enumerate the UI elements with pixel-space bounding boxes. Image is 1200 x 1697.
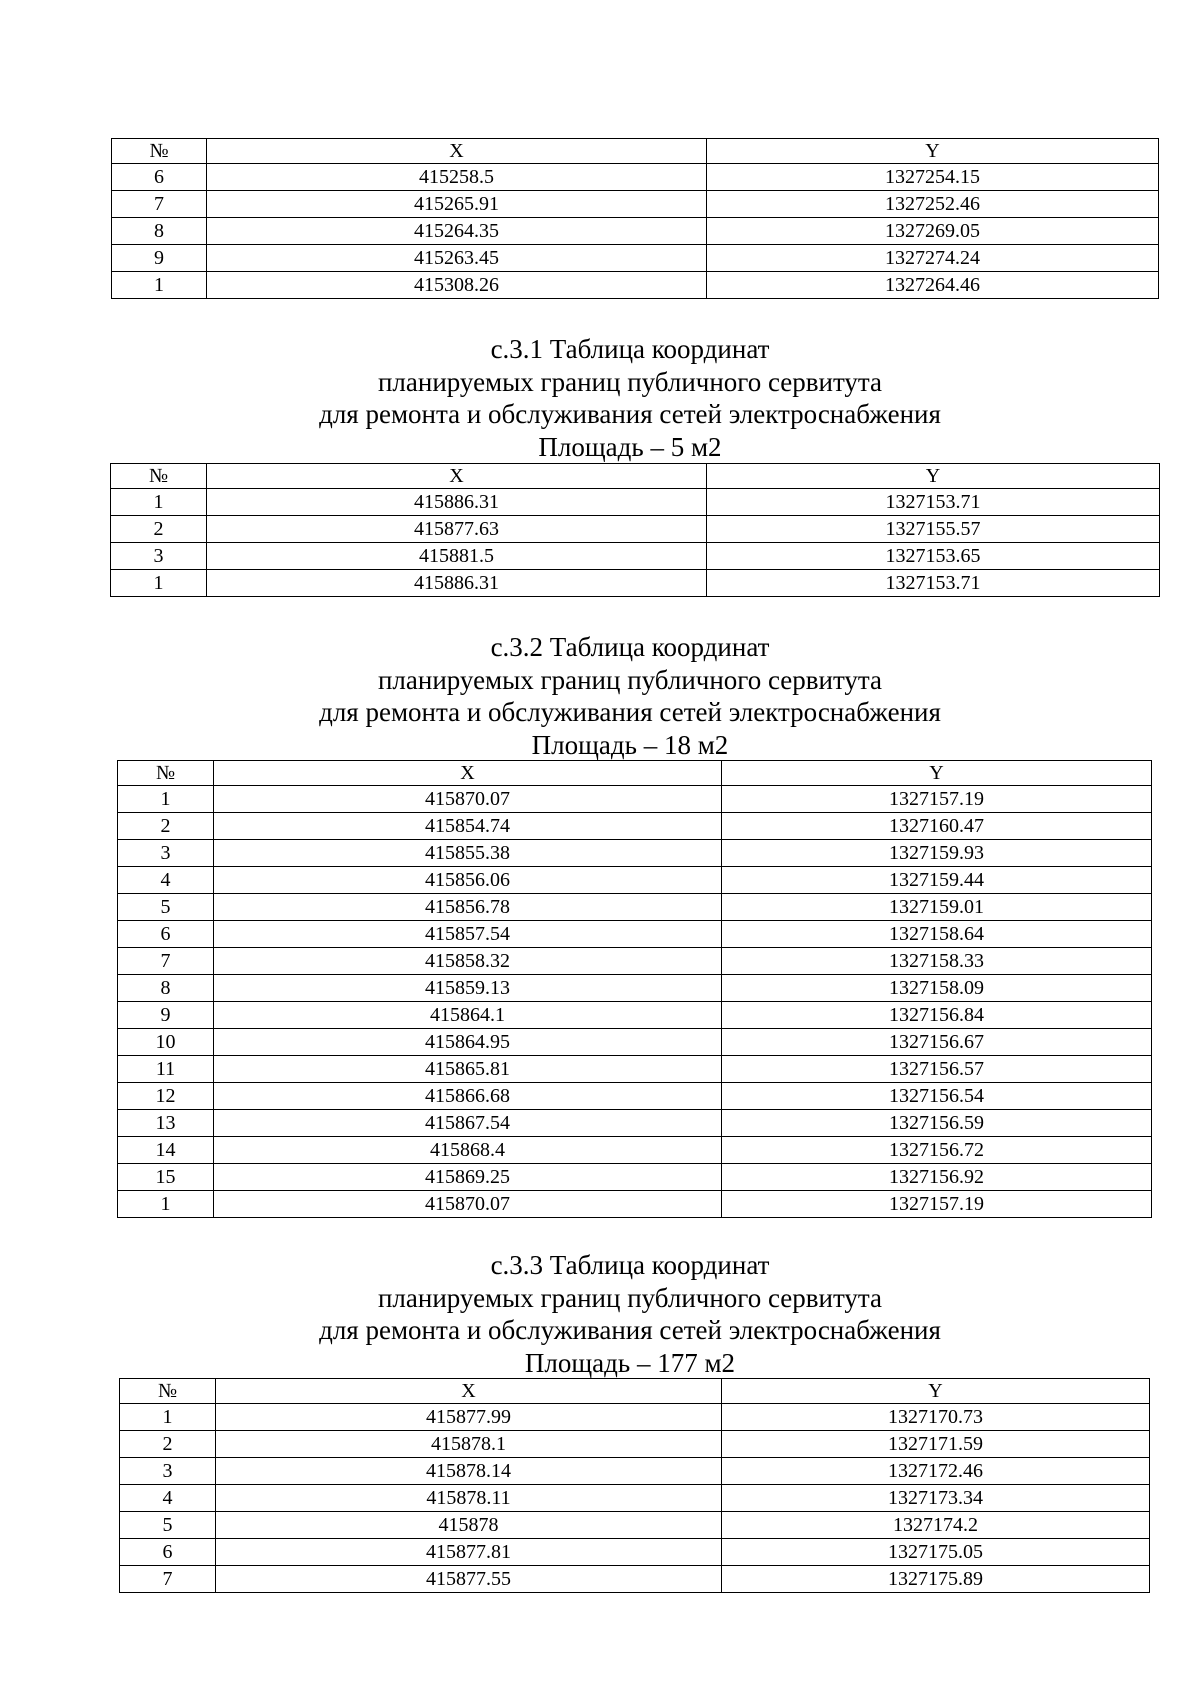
cell-point-number: 6	[118, 921, 214, 948]
cell-point-number: 12	[118, 1083, 214, 1110]
cell-y-coordinate: 1327173.34	[722, 1485, 1150, 1512]
cell-y-coordinate: 1327153.65	[707, 543, 1160, 570]
table-row	[111, 543, 1160, 570]
cell-y-coordinate: 1327252.46	[707, 191, 1159, 218]
column-header-number: №	[111, 464, 207, 489]
table-row	[120, 1404, 1150, 1431]
cell-x-coordinate: 415870.07	[214, 786, 722, 813]
cell-y-coordinate: 1327269.05	[707, 218, 1159, 245]
section-subtitle-line: планируемых границ публичного сервитута	[377, 366, 883, 397]
table-row	[111, 570, 1160, 597]
cell-y-coordinate: 1327156.84	[722, 1002, 1152, 1029]
cell-x-coordinate: 415864.1	[214, 1002, 722, 1029]
cell-point-number: 15	[118, 1164, 214, 1191]
column-header-x: X	[216, 1379, 722, 1404]
cell-x-coordinate: 415857.54	[214, 921, 722, 948]
section-heading-3-3	[0, 1249, 1200, 1379]
table-row	[118, 1110, 1152, 1137]
cell-y-coordinate: 1327156.57	[722, 1056, 1152, 1083]
column-header-x: X	[207, 464, 707, 489]
table-row	[112, 191, 1159, 218]
cell-point-number: 7	[120, 1566, 216, 1593]
table-row	[120, 1539, 1150, 1566]
cell-point-number: 7	[118, 948, 214, 975]
cell-point-number: 11	[118, 1056, 214, 1083]
section-area: Площадь – 177 м2	[524, 1347, 736, 1378]
cell-x-coordinate: 415866.68	[214, 1083, 722, 1110]
cell-x-coordinate: 415881.5	[207, 543, 707, 570]
cell-x-coordinate: 415859.13	[214, 975, 722, 1002]
cell-y-coordinate: 1327157.19	[722, 786, 1152, 813]
cell-x-coordinate: 415878.1	[216, 1431, 722, 1458]
table-row	[118, 1056, 1152, 1083]
column-header-y: Y	[707, 139, 1159, 164]
coordinates-table-3-1	[110, 463, 1160, 597]
cell-y-coordinate: 1327157.19	[722, 1191, 1152, 1218]
section-subtitle-line: планируемых границ публичного сервитута	[377, 664, 883, 695]
coordinates-table-3-3	[119, 1378, 1150, 1593]
cell-point-number: 8	[112, 218, 207, 245]
section-subtitle-line: для ремонта и обслуживания сетей электроснабжения	[319, 399, 941, 429]
table-header-row	[111, 464, 1160, 489]
cell-x-coordinate: 415877.99	[216, 1404, 722, 1431]
cell-y-coordinate: 1327264.46	[707, 272, 1159, 299]
cell-x-coordinate: 415855.38	[214, 840, 722, 867]
table-row	[118, 921, 1152, 948]
cell-x-coordinate: 415878.11	[216, 1485, 722, 1512]
table-row	[111, 516, 1160, 543]
cell-point-number: 7	[112, 191, 207, 218]
section-area: Площадь – 5 м2	[538, 431, 722, 462]
cell-y-coordinate: 1327156.59	[722, 1110, 1152, 1137]
cell-y-coordinate: 1327160.47	[722, 813, 1152, 840]
cell-y-coordinate: 1327175.05	[722, 1539, 1150, 1566]
section-subtitle-line: для ремонта и обслуживания сетей электроснабжения	[319, 1315, 941, 1345]
cell-point-number: 1	[111, 570, 207, 597]
cell-point-number: 2	[118, 813, 214, 840]
table-header-row	[120, 1379, 1150, 1404]
cell-x-coordinate: 415878	[216, 1512, 722, 1539]
cell-y-coordinate: 1327170.73	[722, 1404, 1150, 1431]
table-row	[112, 218, 1159, 245]
table-row	[120, 1458, 1150, 1485]
cell-x-coordinate: 415877.81	[216, 1539, 722, 1566]
table-row	[120, 1431, 1150, 1458]
cell-y-coordinate: 1327159.01	[722, 894, 1152, 921]
section-heading-3-2	[0, 631, 1200, 761]
cell-point-number: 3	[120, 1458, 216, 1485]
table-row	[112, 272, 1159, 299]
cell-y-coordinate: 1327174.2	[722, 1512, 1150, 1539]
table-row	[118, 1191, 1152, 1218]
cell-point-number: 2	[111, 516, 207, 543]
column-header-number: №	[118, 761, 214, 786]
section-title: с.3.2 Таблица координат	[490, 632, 770, 662]
section-subtitle-line: для ремонта и обслуживания сетей электроснабжения	[319, 697, 941, 727]
section-title: с.3.3 Таблица координат	[490, 1250, 770, 1280]
section-area: Площадь – 18 м2	[531, 729, 729, 760]
cell-x-coordinate: 415886.31	[207, 489, 707, 516]
cell-x-coordinate: 415264.35	[207, 218, 707, 245]
cell-point-number: 13	[118, 1110, 214, 1137]
cell-y-coordinate: 1327172.46	[722, 1458, 1150, 1485]
table-row	[118, 1137, 1152, 1164]
column-header-y: Y	[722, 1379, 1150, 1404]
cell-x-coordinate: 415856.78	[214, 894, 722, 921]
cell-x-coordinate: 415867.54	[214, 1110, 722, 1137]
table-row	[118, 840, 1152, 867]
cell-point-number: 14	[118, 1137, 214, 1164]
cell-x-coordinate: 415854.74	[214, 813, 722, 840]
column-header-y: Y	[707, 464, 1160, 489]
cell-y-coordinate: 1327159.93	[722, 840, 1152, 867]
cell-y-coordinate: 1327156.92	[722, 1164, 1152, 1191]
table-row	[111, 489, 1160, 516]
cell-y-coordinate: 1327153.71	[707, 570, 1160, 597]
table-row	[118, 1083, 1152, 1110]
table-row	[118, 894, 1152, 921]
table-row	[118, 786, 1152, 813]
table-row	[118, 813, 1152, 840]
cell-x-coordinate: 415258.5	[207, 164, 707, 191]
cell-point-number: 6	[112, 164, 207, 191]
cell-x-coordinate: 415878.14	[216, 1458, 722, 1485]
cell-point-number: 1	[118, 786, 214, 813]
table-row	[120, 1485, 1150, 1512]
cell-x-coordinate: 415869.25	[214, 1164, 722, 1191]
cell-x-coordinate: 415265.91	[207, 191, 707, 218]
cell-x-coordinate: 415865.81	[214, 1056, 722, 1083]
cell-point-number: 8	[118, 975, 214, 1002]
cell-point-number: 6	[120, 1539, 216, 1566]
cell-y-coordinate: 1327158.64	[722, 921, 1152, 948]
table-row	[112, 164, 1159, 191]
cell-x-coordinate: 415858.32	[214, 948, 722, 975]
column-header-x: X	[214, 761, 722, 786]
table-row	[120, 1566, 1150, 1593]
cell-y-coordinate: 1327158.33	[722, 948, 1152, 975]
cell-point-number: 3	[111, 543, 207, 570]
cell-y-coordinate: 1327153.71	[707, 489, 1160, 516]
cell-point-number: 9	[118, 1002, 214, 1029]
column-header-number: №	[120, 1379, 216, 1404]
cell-x-coordinate: 415870.07	[214, 1191, 722, 1218]
cell-point-number: 4	[120, 1485, 216, 1512]
coordinates-table-continued	[111, 138, 1159, 299]
cell-point-number: 1	[111, 489, 207, 516]
cell-y-coordinate: 1327156.72	[722, 1137, 1152, 1164]
table-row	[118, 948, 1152, 975]
table-row	[118, 867, 1152, 894]
cell-x-coordinate: 415856.06	[214, 867, 722, 894]
table-header-row	[112, 139, 1159, 164]
cell-point-number: 10	[118, 1029, 214, 1056]
cell-x-coordinate: 415308.26	[207, 272, 707, 299]
table-row	[118, 975, 1152, 1002]
cell-x-coordinate: 415864.95	[214, 1029, 722, 1056]
cell-x-coordinate: 415877.63	[207, 516, 707, 543]
section-subtitle-line: планируемых границ публичного сервитута	[377, 1282, 883, 1313]
table-row	[118, 1164, 1152, 1191]
cell-y-coordinate: 1327171.59	[722, 1431, 1150, 1458]
cell-point-number: 5	[118, 894, 214, 921]
cell-point-number: 1	[120, 1404, 216, 1431]
cell-y-coordinate: 1327254.15	[707, 164, 1159, 191]
column-header-number: №	[112, 139, 207, 164]
cell-point-number: 2	[120, 1431, 216, 1458]
cell-y-coordinate: 1327274.24	[707, 245, 1159, 272]
column-header-x: X	[207, 139, 707, 164]
table-row	[118, 1002, 1152, 1029]
cell-y-coordinate: 1327159.44	[722, 867, 1152, 894]
cell-point-number: 1	[118, 1191, 214, 1218]
table-row	[118, 1029, 1152, 1056]
cell-x-coordinate: 415886.31	[207, 570, 707, 597]
cell-y-coordinate: 1327158.09	[722, 975, 1152, 1002]
cell-point-number: 5	[120, 1512, 216, 1539]
cell-x-coordinate: 415868.4	[214, 1137, 722, 1164]
cell-y-coordinate: 1327156.67	[722, 1029, 1152, 1056]
cell-x-coordinate: 415263.45	[207, 245, 707, 272]
cell-point-number: 3	[118, 840, 214, 867]
table-row	[120, 1512, 1150, 1539]
table-row	[112, 245, 1159, 272]
section-title: с.3.1 Таблица координат	[490, 334, 770, 364]
table-header-row	[118, 761, 1152, 786]
cell-y-coordinate: 1327155.57	[707, 516, 1160, 543]
column-header-y: Y	[722, 761, 1152, 786]
coordinates-table-3-2	[117, 760, 1152, 1218]
cell-y-coordinate: 1327156.54	[722, 1083, 1152, 1110]
cell-point-number: 1	[112, 272, 207, 299]
cell-point-number: 4	[118, 867, 214, 894]
cell-y-coordinate: 1327175.89	[722, 1566, 1150, 1593]
section-heading-3-1	[0, 333, 1200, 463]
cell-point-number: 9	[112, 245, 207, 272]
cell-x-coordinate: 415877.55	[216, 1566, 722, 1593]
